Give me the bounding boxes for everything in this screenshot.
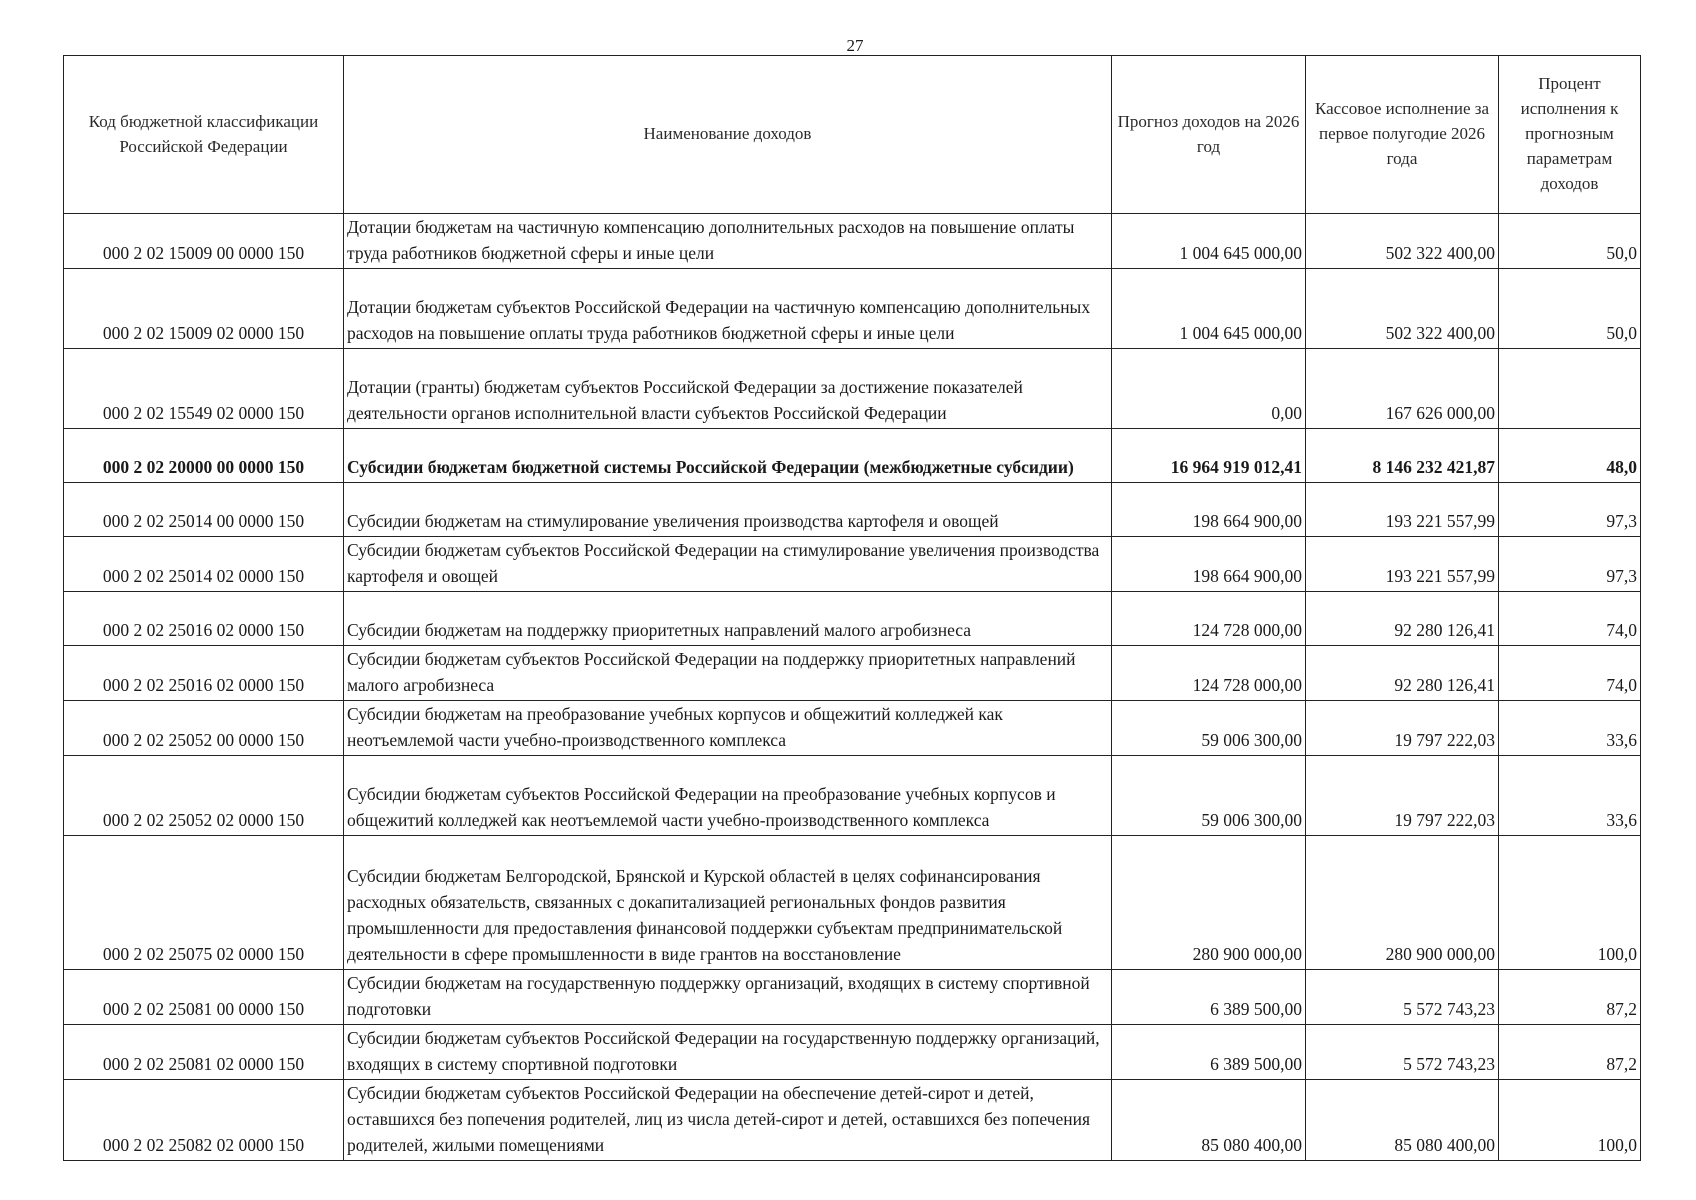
table-row [64,537,1641,592]
name-cell: Субсидии бюджетам субъектов Российской Федерации на стимулирование увеличения производства картофеля и овощей [344,537,1112,592]
table-row [64,214,1641,269]
table-row [64,701,1641,756]
forecast-cell: 59 006 300,00 [1112,756,1306,836]
table-body [64,214,1641,1161]
execution-cell: 8 146 232 421,87 [1306,429,1499,483]
forecast-cell: 124 728 000,00 [1112,646,1306,701]
execution-cell: 5 572 743,23 [1306,1025,1499,1080]
execution-cell: 92 280 126,41 [1306,592,1499,646]
percent-cell: 33,6 [1499,701,1641,756]
name-cell: Субсидии бюджетам на преобразование учебных корпусов и общежитий колледжей как неотъемлемой части учебно-производственного комплекса [344,701,1112,756]
percent-cell: 74,0 [1499,646,1641,701]
code-cell: 000 2 02 25081 00 0000 150 [64,970,344,1025]
header-forecast: Прогноз доходов на 2026 год [1112,56,1306,214]
code-cell: 000 2 02 25014 02 0000 150 [64,537,344,592]
forecast-cell: 0,00 [1112,349,1306,429]
code-cell: 000 2 02 15009 00 0000 150 [64,214,344,269]
code-cell: 000 2 02 25052 02 0000 150 [64,756,344,836]
name-cell: Субсидии бюджетам на поддержку приоритетных направлений малого агробизнеса [344,592,1112,646]
table-header-row [64,56,1641,214]
forecast-cell: 198 664 900,00 [1112,483,1306,537]
table-row [64,836,1641,970]
table-row [64,429,1641,483]
forecast-cell: 16 964 919 012,41 [1112,429,1306,483]
code-cell: 000 2 02 25081 02 0000 150 [64,1025,344,1080]
code-cell: 000 2 02 25016 02 0000 150 [64,646,344,701]
forecast-cell: 280 900 000,00 [1112,836,1306,970]
name-cell: Дотации (гранты) бюджетам субъектов Российской Федерации за достижение показателей деятельности органов исполнительной власти субъектов Российской Федерации [344,349,1112,429]
code-cell: 000 2 02 25075 02 0000 150 [64,836,344,970]
table-row [64,1080,1641,1161]
name-cell: Субсидии бюджетам субъектов Российской Федерации на государственную поддержку организаций, входящих в систему спортивной подготовки [344,1025,1112,1080]
forecast-cell: 59 006 300,00 [1112,701,1306,756]
forecast-cell: 85 080 400,00 [1112,1080,1306,1161]
forecast-cell: 1 004 645 000,00 [1112,269,1306,349]
execution-cell: 5 572 743,23 [1306,970,1499,1025]
name-cell: Субсидии бюджетам на государственную поддержку организаций, входящих в систему спортивной подготовки [344,970,1112,1025]
header-execution: Кассовое исполнение за первое полугодие 2026 года [1306,56,1499,214]
revenue-table [63,55,1641,1161]
execution-cell: 19 797 222,03 [1306,701,1499,756]
percent-cell: 33,6 [1499,756,1641,836]
name-cell: Субсидии бюджетам бюджетной системы Российской Федерации (межбюджетные субсидии) [344,429,1112,483]
forecast-cell: 6 389 500,00 [1112,1025,1306,1080]
code-cell: 000 2 02 25014 00 0000 150 [64,483,344,537]
header-name: Наименование доходов [344,56,1112,214]
table-row [64,1025,1641,1080]
table-row [64,483,1641,537]
code-cell: 000 2 02 15549 02 0000 150 [64,349,344,429]
percent-cell: 48,0 [1499,429,1641,483]
header-percent: Процент исполнения к прогнозным параметрам доходов [1499,56,1641,214]
code-cell: 000 2 02 15009 02 0000 150 [64,269,344,349]
name-cell: Субсидии бюджетам субъектов Российской Федерации на поддержку приоритетных направлений малого агробизнеса [344,646,1112,701]
execution-cell: 193 221 557,99 [1306,537,1499,592]
name-cell: Субсидии бюджетам Белгородской, Брянской и Курской областей в целях софинансирования расходных обязательств, связанных с докапитализацией региональных фондов развития промышленности для предоставления финансовой поддержки субъектам предпринимательской деятельности в сфере промышленности в виде грантов на восстановление [344,836,1112,970]
execution-cell: 19 797 222,03 [1306,756,1499,836]
table-row [64,592,1641,646]
code-cell: 000 2 02 25082 02 0000 150 [64,1080,344,1161]
execution-cell: 280 900 000,00 [1306,836,1499,970]
percent-cell: 100,0 [1499,836,1641,970]
name-cell: Дотации бюджетам на частичную компенсацию дополнительных расходов на повышение оплаты труда работников бюджетной сферы и иные цели [344,214,1112,269]
percent-cell [1499,349,1641,429]
name-cell: Субсидии бюджетам субъектов Российской Федерации на обеспечение детей-сирот и детей, оставшихся без попечения родителей, лиц из числа детей-сирот и детей, оставшихся без попечения родителей, жилыми помещениями [344,1080,1112,1161]
name-cell: Дотации бюджетам субъектов Российской Федерации на частичную компенсацию дополнительных расходов на повышение оплаты труда работников бюджетной сферы и иные цели [344,269,1112,349]
code-cell: 000 2 02 20000 00 0000 150 [64,429,344,483]
code-cell: 000 2 02 25016 02 0000 150 [64,592,344,646]
table-row [64,970,1641,1025]
forecast-cell: 124 728 000,00 [1112,592,1306,646]
percent-cell: 50,0 [1499,269,1641,349]
name-cell: Субсидии бюджетам субъектов Российской Федерации на преобразование учебных корпусов и общежитий колледжей как неотъемлемой части учебно-производственного комплекса [344,756,1112,836]
percent-cell: 97,3 [1499,483,1641,537]
percent-cell: 100,0 [1499,1080,1641,1161]
percent-cell: 97,3 [1499,537,1641,592]
page-number: 27 [846,36,864,55]
percent-cell: 50,0 [1499,214,1641,269]
table-row [64,646,1641,701]
execution-cell: 92 280 126,41 [1306,646,1499,701]
table-row [64,756,1641,836]
percent-cell: 74,0 [1499,592,1641,646]
table-row [64,269,1641,349]
execution-cell: 502 322 400,00 [1306,269,1499,349]
execution-cell: 502 322 400,00 [1306,214,1499,269]
code-cell: 000 2 02 25052 00 0000 150 [64,701,344,756]
forecast-cell: 1 004 645 000,00 [1112,214,1306,269]
forecast-cell: 198 664 900,00 [1112,537,1306,592]
execution-cell: 167 626 000,00 [1306,349,1499,429]
header-code: Код бюджетной классификации Российской Федерации [64,56,344,214]
percent-cell: 87,2 [1499,970,1641,1025]
name-cell: Субсидии бюджетам на стимулирование увеличения производства картофеля и овощей [344,483,1112,537]
forecast-cell: 6 389 500,00 [1112,970,1306,1025]
execution-cell: 193 221 557,99 [1306,483,1499,537]
percent-cell: 87,2 [1499,1025,1641,1080]
table-row [64,349,1641,429]
execution-cell: 85 080 400,00 [1306,1080,1499,1161]
